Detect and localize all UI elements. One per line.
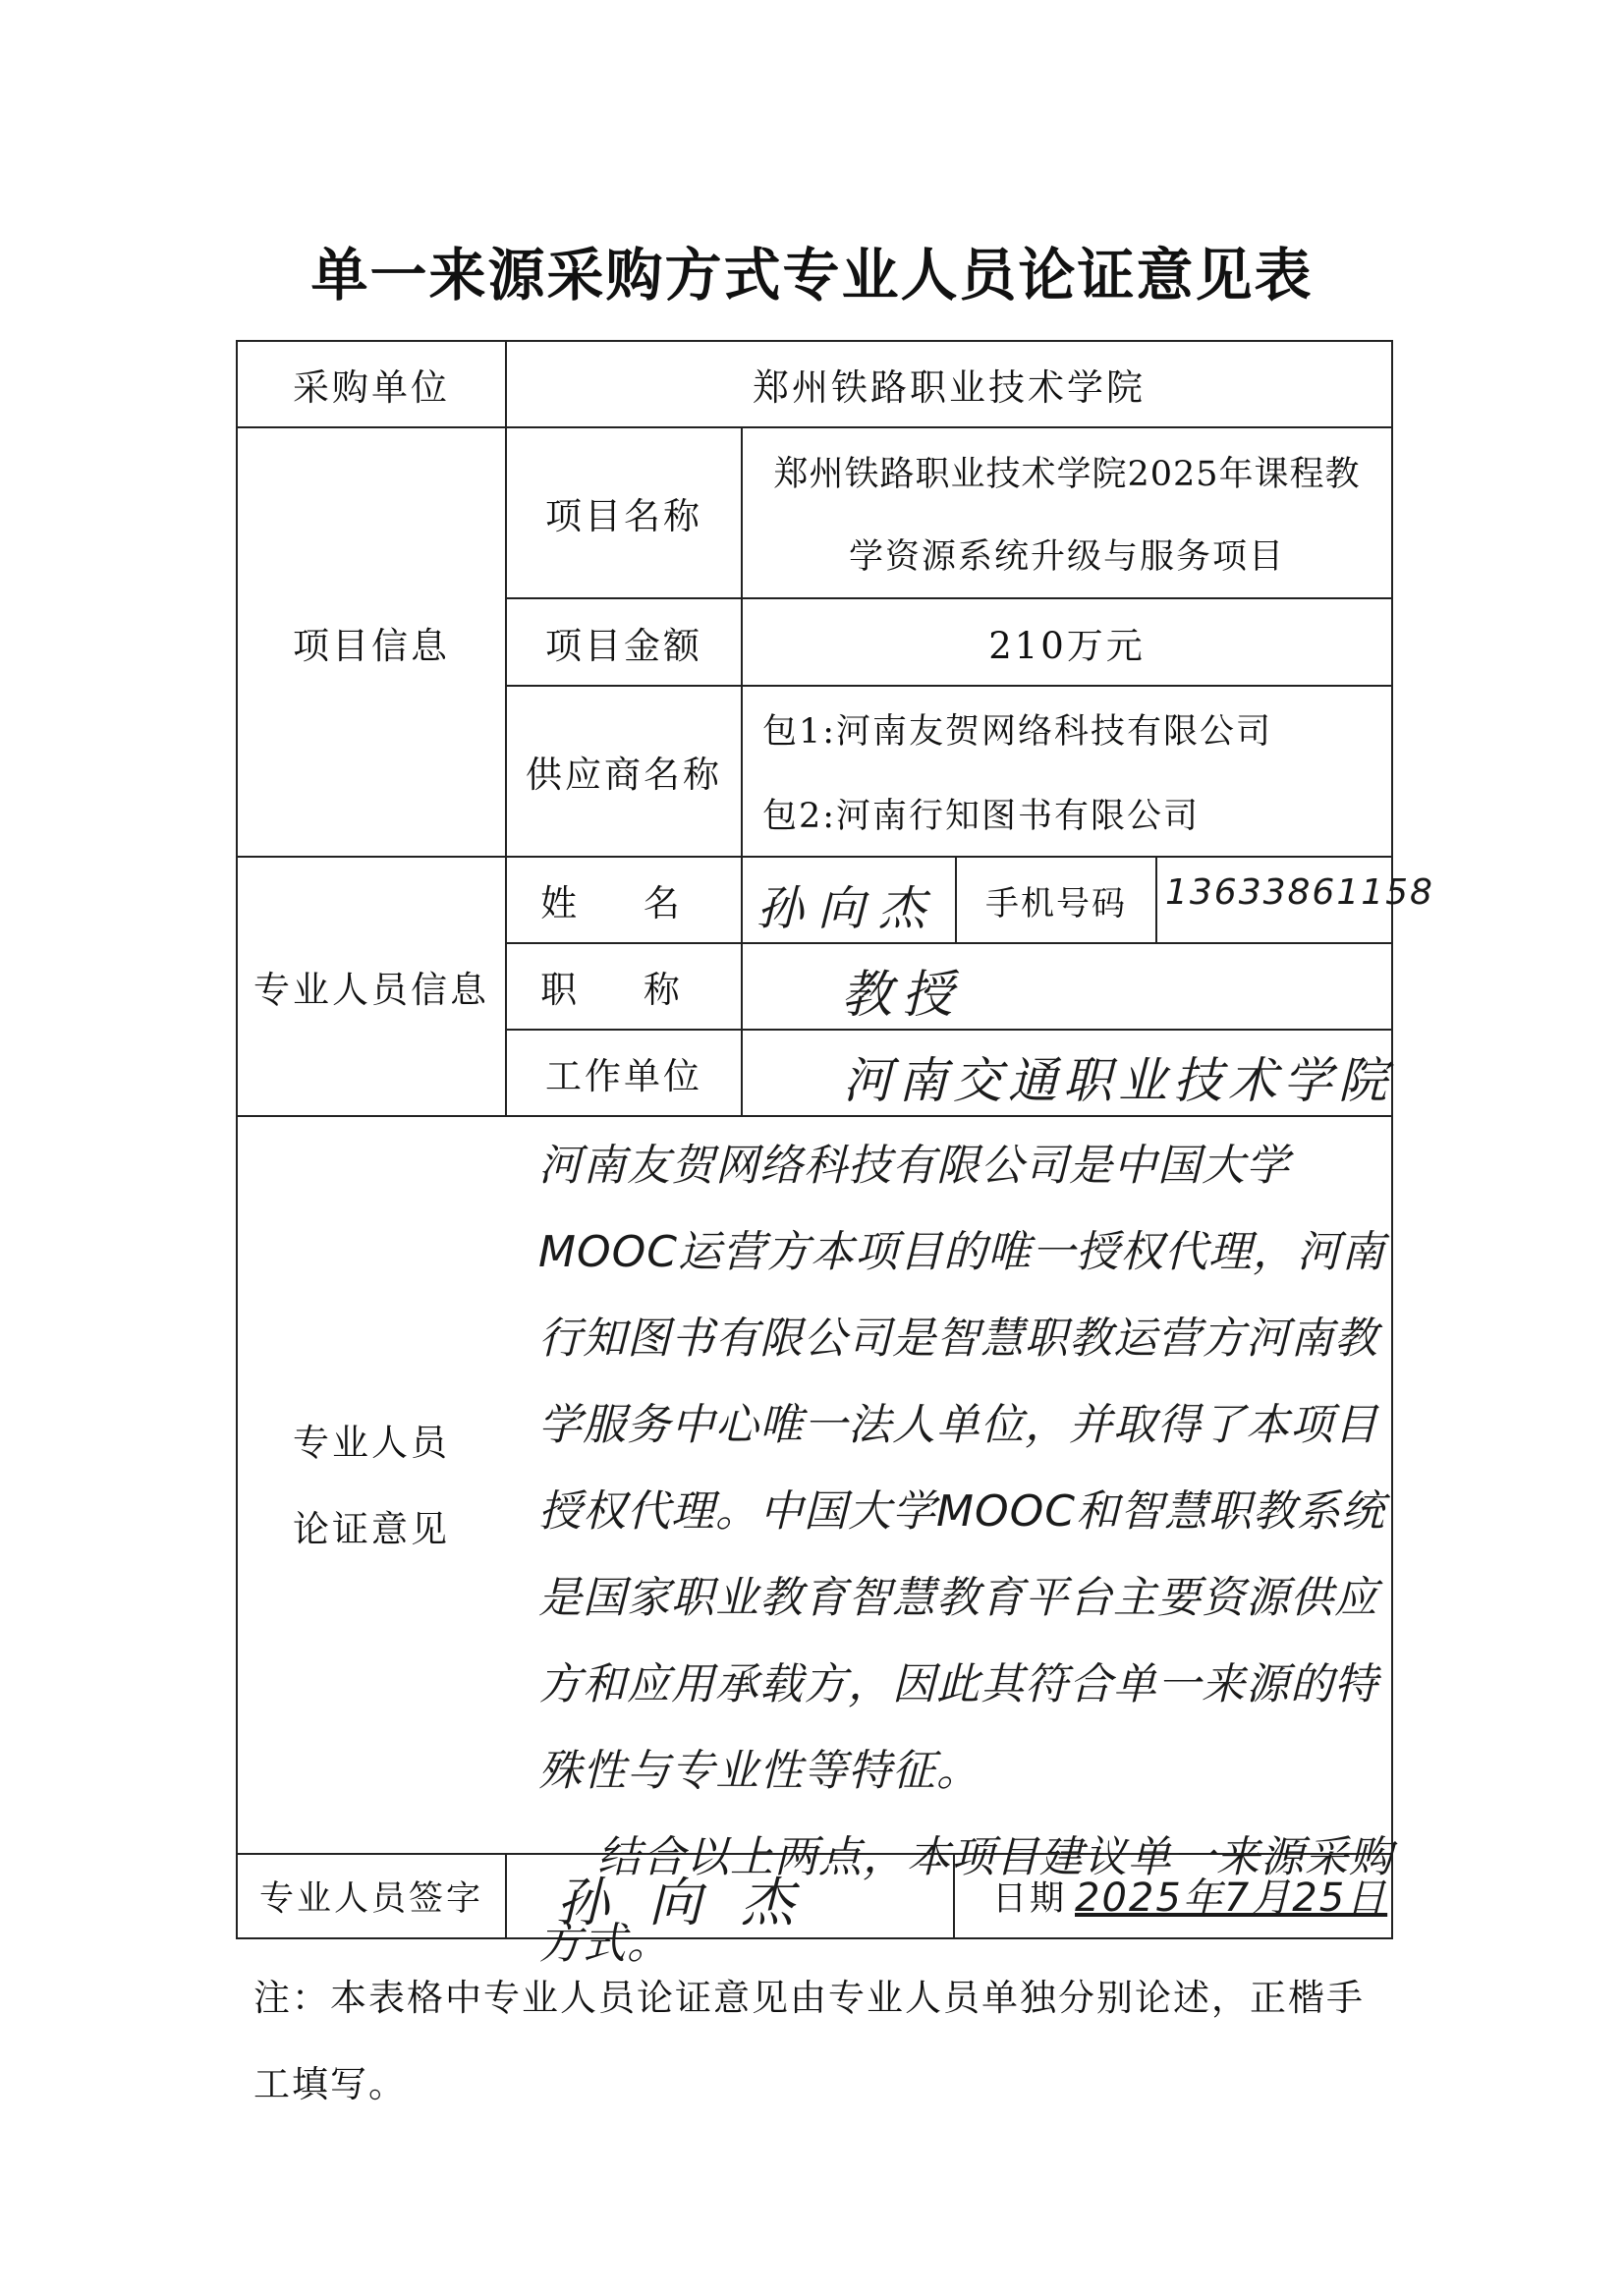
phone-label: 手机号码 <box>985 883 1127 924</box>
supplier-label: 供应商名称 <box>526 754 722 796</box>
table-divider <box>236 1115 1393 1117</box>
project-amount-label: 项目金额 <box>545 624 702 667</box>
expert-title-label: 职 称 <box>540 969 707 1011</box>
date-value: 2025年7月25日 <box>1075 1875 1388 1921</box>
table-divider <box>1155 856 1157 942</box>
employer-value: 河南交通职业技术学院 <box>843 1052 1393 1109</box>
page-title: 单一来源采购方式专业人员论证意见表 <box>310 242 1314 308</box>
table-divider <box>505 1853 507 1939</box>
opinion-label-line-1: 专业人员 <box>293 1422 450 1464</box>
expert-name-label: 姓 名 <box>540 882 707 924</box>
project-name-line-2: 学资源系统升级与服务项目 <box>848 537 1285 577</box>
phone-value: 13633861158 <box>1165 872 1434 913</box>
footnote: 注：本表格中专业人员论证意见由专业人员单独分别论述，正楷手工填写。 <box>253 1977 1365 2105</box>
purchaser-label: 采购单位 <box>293 366 450 409</box>
supplier-package-1: 包1:河南友贺网络科技有限公司 <box>762 712 1273 752</box>
date-label: 日期 <box>992 1879 1068 1919</box>
purchaser-value: 郑州铁路职业技术学院 <box>753 366 1146 409</box>
expert-title-value: 教授 <box>841 966 964 1025</box>
signature-value: 孙向杰 <box>556 1872 833 1933</box>
expert-name-value: 孙向杰 <box>756 881 940 936</box>
project-name-label: 项目名称 <box>545 495 702 537</box>
employer-label: 工作单位 <box>545 1055 702 1097</box>
project-name-line-1: 郑州铁路职业技术学院2025年课程教 <box>773 455 1361 494</box>
opinion-label-line-2: 论证意见 <box>293 1508 450 1550</box>
opinion-handwritten-text: 河南友贺网络科技有限公司是中国大学MOOC运营方本项目的唯一授权代理，河南行知图书有限公司是智慧职教运营方河南教学服务中心唯一法人单位，并取得了本项目授权代理。中国大学MOOC和智慧职教系统是国家职业教育智慧教育平台主要资源供应方和应用承载方，因此其符合单一来源的特殊性与专业性等特征。 结合以上两点，本项目建议单一来源采购方式。 <box>538 1141 1393 1969</box>
project-info-label: 项目信息 <box>293 624 450 667</box>
supplier-package-2: 包2:河南行知图书有限公司 <box>762 797 1201 836</box>
project-amount-value: 210万元 <box>988 624 1146 667</box>
signature-label: 专业人员签字 <box>258 1879 483 1919</box>
expert-info-label: 专业人员信息 <box>253 969 489 1011</box>
